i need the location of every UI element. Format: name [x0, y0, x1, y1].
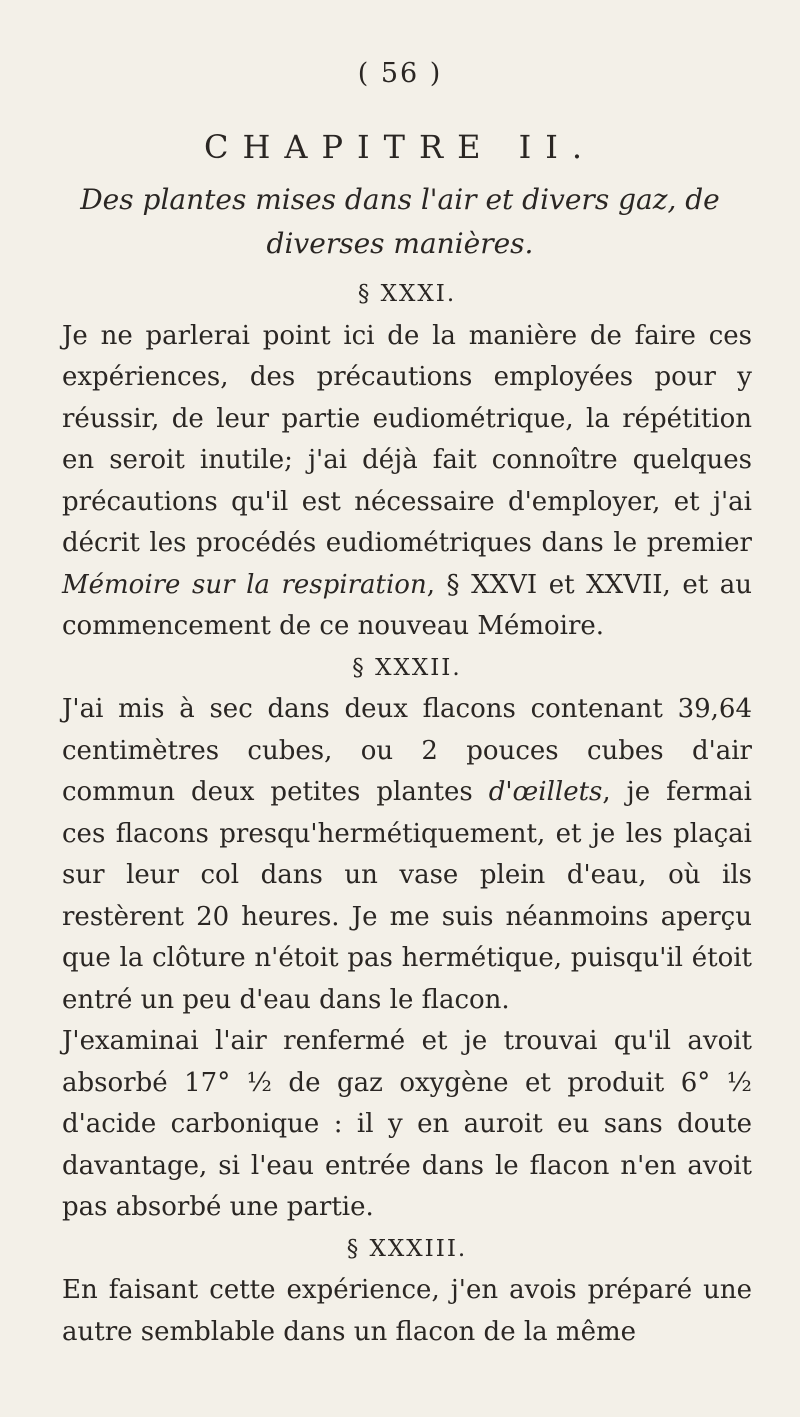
- paragraph-31-text-a: Je ne parlerai point ici de la manière de faire ces expériences, des précautions employées pour y réussir, de leur partie eudiométrique, la répétition en seroit inutile; j'ai déjà fait connoître quelques précautions qu'il est nécessaire d'employer, et j'ai décrit les procédés eudiométriques dans le premier: [62, 320, 752, 558]
- chapter-heading: CHAPITRE II.: [203, 128, 597, 166]
- paragraph-33: En faisant cette expérience, j'en avois préparé une autre semblable dans un flacon de la même: [62, 1275, 752, 1347]
- section-heading-32: § XXXII.: [352, 654, 462, 681]
- page-number: ( 56 ): [357, 58, 443, 89]
- paragraph-32-continued: J'examinai l'air renfermé et je trouvai qu'il avoit absorbé 17° ½ de gaz oxygène et produit 6° ½ d'acide carbonique : il y en auroit eu sans doute davantage, si l'eau entrée dans le flacon n'en avoit pas absorbé une partie.: [62, 1026, 752, 1222]
- paragraph-32-text-a: J'ai mis à sec dans deux flacons contenant 39,64 centimètres cubes, ou 2 pouces cubes d'air commun deux petites plantes: [62, 694, 752, 807]
- paragraph-31: [62, 316, 752, 648]
- paragraph-32-italic: d'œillets: [488, 777, 603, 807]
- paragraph-31-italic: Mémoire sur la respiration: [62, 569, 427, 600]
- paragraph-31-text-b: , § XXVI et XXVII, et au commencement de ce nouveau Mémoire.: [62, 569, 752, 641]
- section-heading-31: § XXXI.: [357, 281, 457, 307]
- chapter-subtitle: Des plantes mises dans l'air et divers gaz, de diverses manières.: [80, 183, 720, 260]
- section-heading-33: § XXXIII.: [346, 1235, 468, 1262]
- paragraph-32-text-b: , je fermai ces flacons presqu'hermétiquement, et je les plaçai sur leur col dans un vase plein d'eau, où ils restèrent 20 heures. Je me suis néanmoins aperçu que la clôture n'étoit pas hermétique, puisqu'il étoit entré un peu d'eau dans le flacon.: [62, 777, 752, 1015]
- body-text: [62, 274, 752, 1353]
- paragraph-32: [62, 689, 752, 1021]
